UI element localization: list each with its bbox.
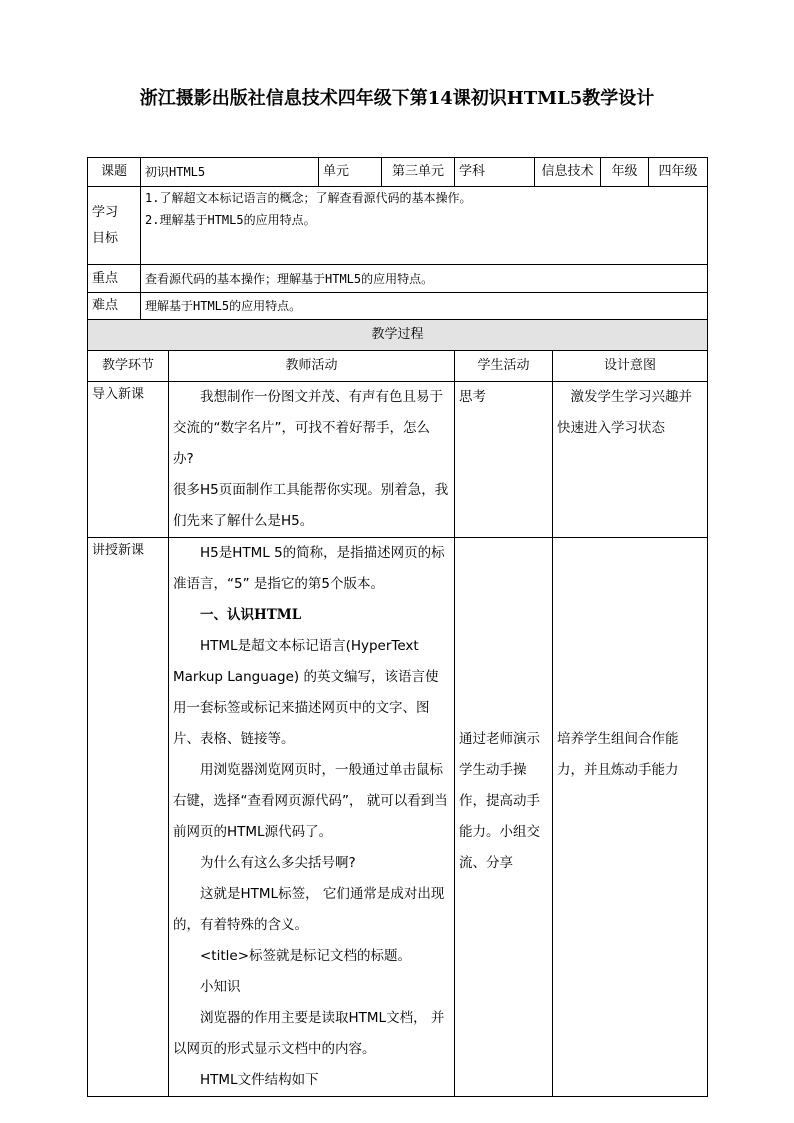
process-header: 教学过程 [88,320,708,351]
unit-label: 单元 [319,158,382,187]
difficulty-label: 难点 [88,293,141,320]
col-teacher: 教师活动 [169,351,455,382]
difficulty-row [88,293,708,320]
grade-label: 年级 [601,158,649,187]
document-title: 浙江摄影出版社信息技术四年级下第14课初识HTML5教学设计 [139,88,655,109]
lesson-intent: 培养学生组间合作能力，并且炼动手能力 [553,538,708,1097]
goals-row [88,187,708,265]
col-intent: 设计意图 [553,351,708,382]
intro-intent: 激发学生学习兴趣并快速进入学习状态 [553,382,708,538]
lesson-stage: 讲授新课 [88,538,169,1097]
lesson-teacher: H5是HTML 5的简称，是指描述网页的标准语言，“5” 是指它的第5个版本。 一、认识HTML HTML是超文本标记语言(HyperText Markup Language) 的英文编写，该语言使用一套标签或标记来描述网页中的文字、图片、表格、链接等。 用浏览器浏览网页时，一般通过单击鼠标右键，选择“查看网页源代码”， 就可以看到当前网页的HTML源代码了。 为什么有这么多尖括号啊? 这就是HTML标签， 它们通常是成对出现的，有着特殊的含义。 <title>标签就是标记文档的标题。 小知识 浏览器的作用主要是读取HTML文档， 并以网页的形式显示文档中的内容。 HTML文件结构如下 [169,538,455,1097]
grade-value: 四年级 [649,158,708,187]
unit-value: 第三单元 [382,158,455,187]
key-label: 重点 [88,265,141,293]
subject-value: 信息技术 [535,158,601,187]
topic-value: 初识HTML5 [141,158,319,187]
intro-row [88,382,708,538]
lesson-student: 通过老师演示学生动手操作，提高动手能力。小组交流、分享 [455,538,553,1097]
lesson-plan-table [87,157,708,1097]
info-row [88,158,708,187]
difficulty-text: 理解基于HTML5的应用特点。 [141,293,708,320]
intro-stage: 导入新课 [88,382,169,538]
process-columns-row [88,351,708,382]
intro-teacher: 我想制作一份图文并茂、有声有色且易于交流的“数字名片”，可找不着好帮手，怎么办? 很多H5页面制作工具能帮你实现。别着急，我们先来了解什么是H5。 [169,382,455,538]
col-student: 学生活动 [455,351,553,382]
lesson-row [88,538,708,1097]
goals-label: 学习 目标 [88,187,141,265]
process-header-row [88,320,708,351]
goals-text: 1.了解超文本标记语言的概念；了解查看源代码的基本操作。 2.理解基于HTML5的应用特点。 [141,187,708,265]
key-row [88,265,708,293]
topic-label: 课题 [88,158,141,187]
subject-label: 学科 [455,158,535,187]
key-text: 查看源代码的基本操作；理解基于HTML5的应用特点。 [141,265,708,293]
col-stage: 教学环节 [88,351,169,382]
intro-student: 思考 [455,382,553,538]
